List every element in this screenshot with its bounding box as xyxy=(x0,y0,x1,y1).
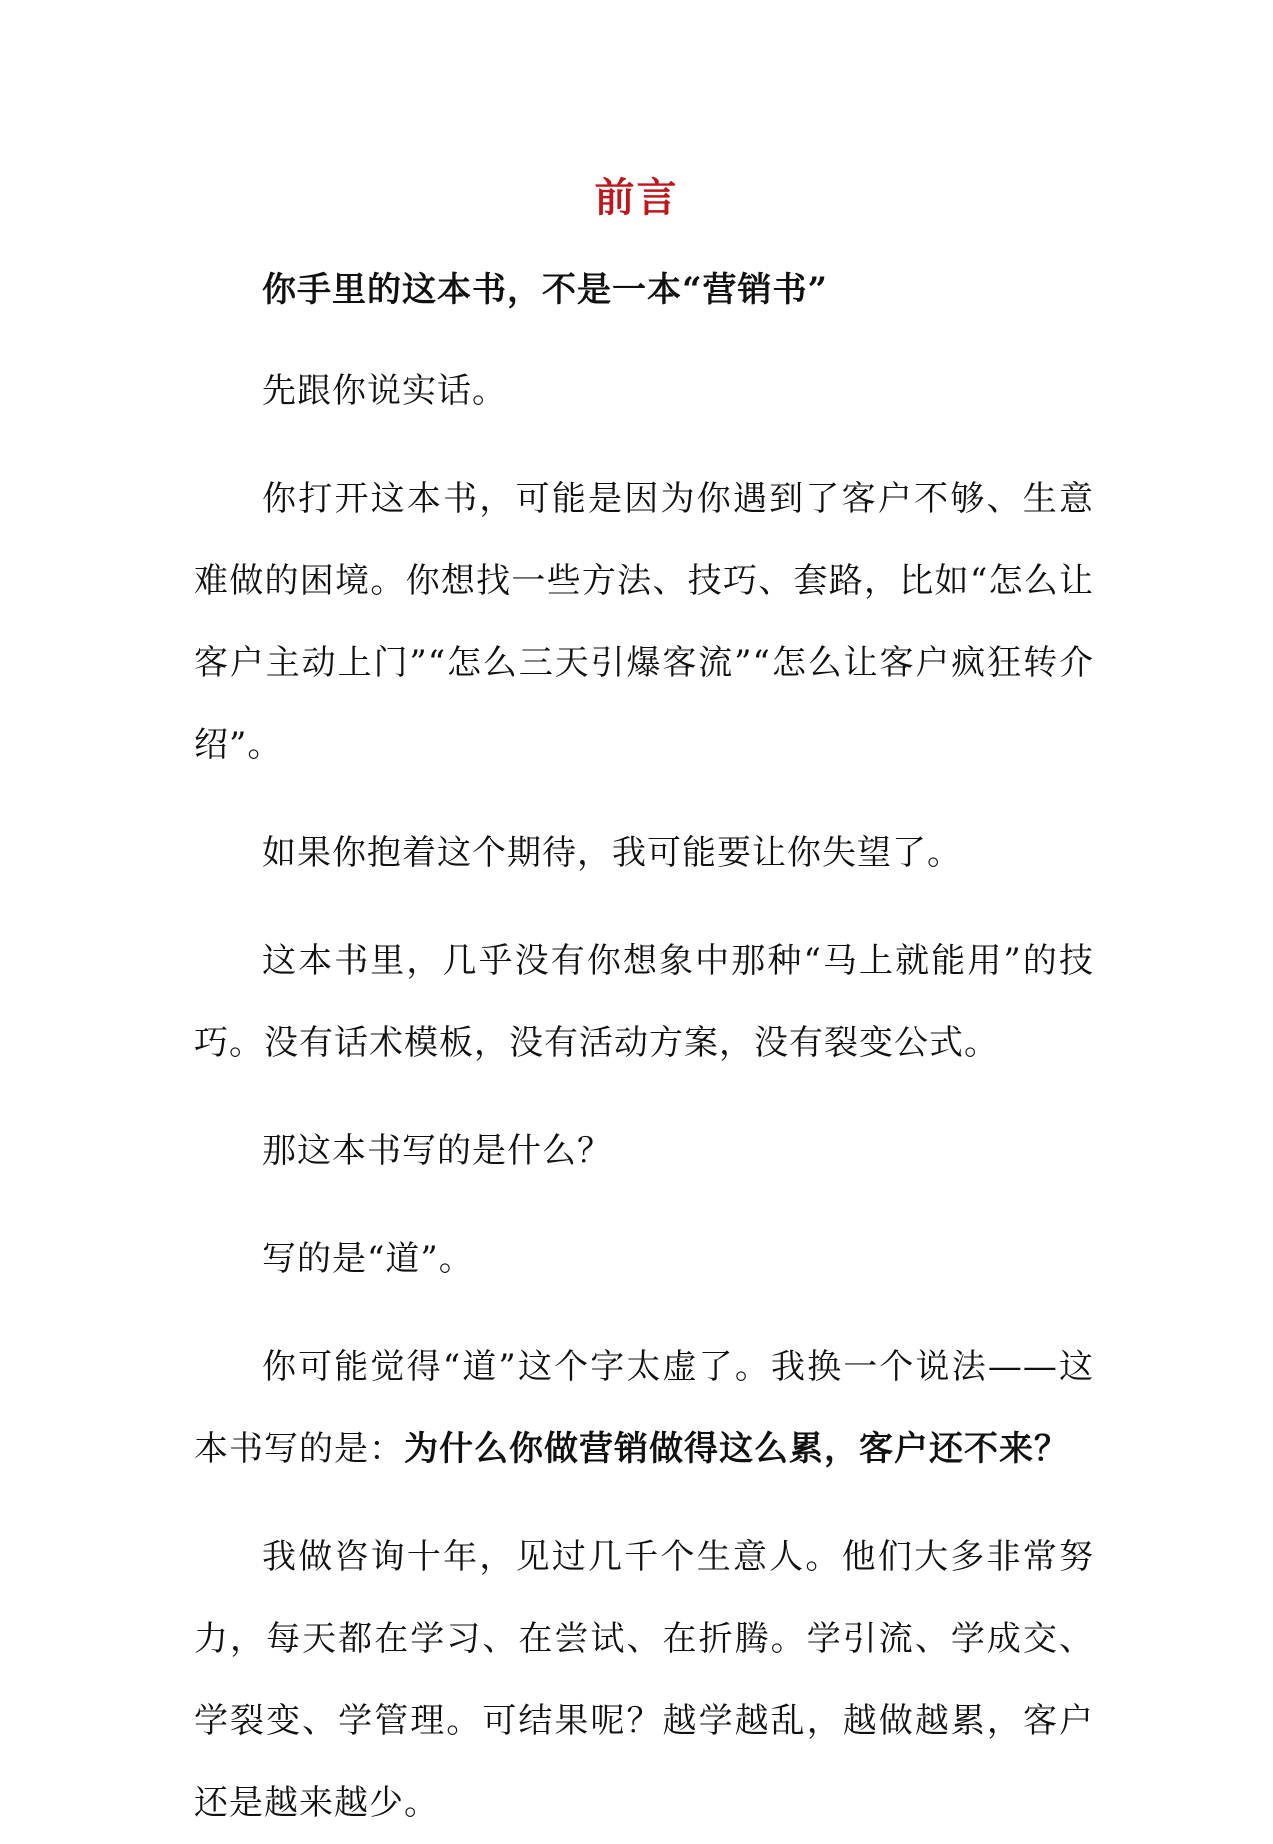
paragraph-8: 我做咨询十年，见过几千个生意人。他们大多非常努力，每天都在学习、在尝试、在折腾。学引流、学成交、学裂变、学管理。可结果呢？越学越乱，越做越累，客户还是越来越少。 xyxy=(194,1537,1094,1823)
paragraph-7-emphasis: 为什么你做营销做得这么累，客户还不来？ xyxy=(404,1429,1069,1469)
document-body xyxy=(194,262,1094,1844)
paragraph-7 xyxy=(194,1326,1094,1490)
paragraph-5: 那这本书写的是什么？ xyxy=(262,1131,612,1171)
paragraph-7-lead: 你可能觉得“道”这个字太虚了。我换一个说法——这本书写的是： xyxy=(194,1347,1094,1469)
paragraph-3: 如果你抱着这个期待，我可能要让你失望了。 xyxy=(262,833,962,873)
paragraph-2: 你打开这本书，可能是因为你遇到了客户不够、生意难做的困境。你想找一些方法、技巧、套路，比如“怎么让客户主动上门”“怎么三天引爆客流”“怎么让客户疯狂转介绍”。 xyxy=(194,479,1094,765)
paragraph-4: 这本书里，几乎没有你想象中那种“马上就能用”的技巧。没有话术模板，没有活动方案，没有裂变公式。 xyxy=(194,941,1094,1063)
page-title: 前言 xyxy=(594,174,679,221)
paragraph-6: 写的是“道”。 xyxy=(262,1239,474,1279)
paragraph-1: 先跟你说实话。 xyxy=(262,371,507,411)
section-heading: 你手里的这本书，不是一本“营销书” xyxy=(262,270,829,310)
